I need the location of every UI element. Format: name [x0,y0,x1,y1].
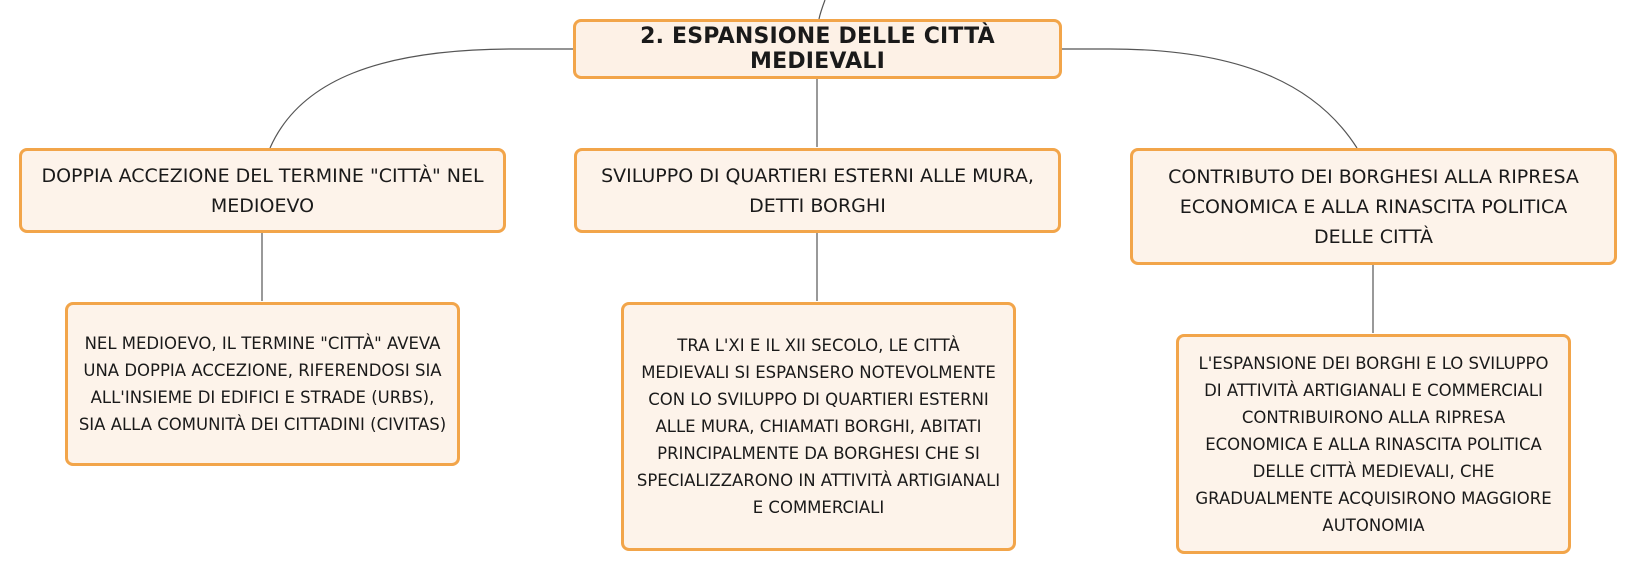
detail-node-1-text: NEL MEDIOEVO, IL TERMINE "CITTÀ" AVEVA UNA DOPPIA ACCEZIONE, RIFERENDOSI SIA ALL'INSIEME DI EDIFICI E STRADE (URBS), SIA ALLA COMUNITÀ DEI CITTADINI (CIVITAS) [78,334,447,434]
root-node-label: 2. ESPANSIONE DELLE CITTÀ MEDIEVALI [640,24,995,74]
branch-node-2[interactable] [574,148,1061,233]
detail-node-3[interactable] [1176,334,1571,554]
detail-node-3-text: L'ESPANSIONE DEI BORGHI E LO SVILUPPO DI ATTIVITÀ ARTIGIANALI E COMMERCIALI CONTRIBUIRONO ALLA RIPRESA ECONOMICA E ALLA RINASCITA POLITICA DELLE CITTÀ MEDIEVALI, CHE GRADUALMENTE ACQUISIRONO MAGGIORE AUTONOMIA [1195,353,1552,535]
branch-node-3[interactable] [1130,148,1617,265]
branch-node-1[interactable] [19,148,506,233]
detail-node-2[interactable] [621,302,1016,551]
branch-node-3-label: CONTRIBUTO DEI BORGHESI ALLA RIPRESA ECONOMICA E ALLA RINASCITA POLITICA DELLE CITTÀ [1168,165,1579,248]
branch-node-2-label: SVILUPPO DI QUARTIERI ESTERNI ALLE MURA, DETTI BORGHI [601,164,1034,217]
root-node[interactable] [573,19,1062,79]
branch-node-1-label: DOPPIA ACCEZIONE DEL TERMINE "CITTÀ" NEL MEDIOEVO [41,164,484,217]
detail-node-2-text: TRA L'XI E IL XII SECOLO, LE CITTÀ MEDIEVALI SI ESPANSERO NOTEVOLMENTE CON LO SVILUPPO DI QUARTIERI ESTERNI ALLE MURA, CHIAMATI BORGHI, ABITATI PRINCIPALMENTE DA BORGHESI CHE SI SPECIALIZZARONO IN ATTIVITÀ ARTIGIANALI E COMMERCIALI [636,336,1001,517]
connector-root-branch-3 [1062,49,1357,148]
connector-root-branch-1 [270,49,573,148]
detail-node-1[interactable] [65,302,460,466]
connector-from-parent [819,0,825,19]
